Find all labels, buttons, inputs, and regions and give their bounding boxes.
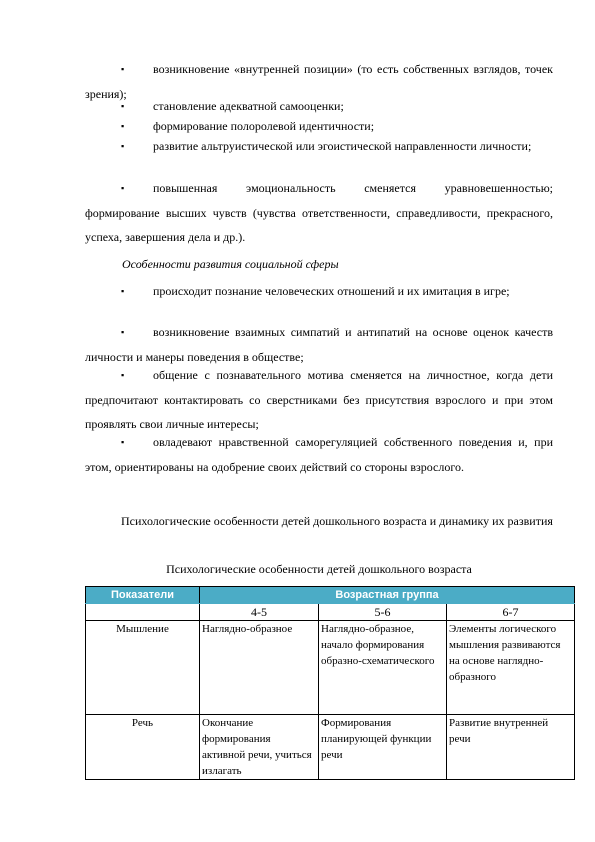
bullet-text: формирование полоролевой идентичности;	[153, 119, 375, 133]
bullet-marker: ▪	[121, 183, 125, 193]
age-5-6: 5-6	[319, 604, 447, 621]
bullet-item	[85, 279, 553, 304]
bullet-marker: ▪	[121, 141, 125, 151]
bullet-item	[85, 320, 553, 369]
table-cell: Окончание формирования активной речи, учиться излагать	[200, 715, 319, 780]
bullet-text: общение с познавательного мотива сменяется на личностное, когда дети предпочитают контактировать со сверстниками без присутствия взрослого и при этом проявлять свои личные интересы;	[85, 368, 553, 431]
bullet-marker: ▪	[121, 286, 125, 296]
bullet-marker: ▪	[121, 121, 125, 131]
table-row	[86, 715, 575, 780]
row-label: Мышление	[86, 621, 200, 715]
table-row	[86, 621, 575, 715]
bullet-text: возникновение взаимных симпатий и антипатий на основе оценок качеств личности и манеры поведения в обществе;	[85, 325, 553, 364]
bullet-marker: ▪	[121, 101, 125, 111]
table-header-row	[86, 587, 575, 604]
bullet-text: овладевают нравственной саморегуляцией собственного поведения и, при этом, ориентированы на одобрение своих действий со стороны взрослого.	[85, 435, 553, 474]
table-cell: Наглядно-образное	[200, 621, 319, 715]
table-cell: Формирования планирующей функции речи	[319, 715, 447, 780]
bullet-text: повышенная эмоциональность сменяется уравновешенностью; формирование высших чувств (чувства ответственности, справедливости, прекрасного, успеха, завершения дела и др.).	[85, 181, 553, 244]
header-indicators: Показатели	[86, 587, 200, 604]
bullet-marker: ▪	[121, 437, 125, 447]
bullet-text: развитие альтруистической или эгоистической направленности личности;	[153, 139, 532, 153]
bullet-item	[85, 430, 553, 479]
bullet-text: становление адекватной самооценки;	[153, 99, 344, 113]
table-cell	[86, 604, 200, 621]
age-4-5: 4-5	[200, 604, 319, 621]
section-heading: Особенности развития социальной сферы	[122, 257, 339, 271]
header-age-group: Возрастная группа	[200, 587, 575, 604]
age-6-7: 6-7	[447, 604, 575, 621]
bullet-item	[85, 363, 553, 437]
bullet-marker: ▪	[121, 327, 125, 337]
bullet-item	[85, 134, 553, 159]
row-label: Речь	[86, 715, 200, 780]
bullet-item	[85, 176, 553, 250]
table-cell: Развитие внутренней речи	[447, 715, 575, 780]
bullet-marker: ▪	[121, 370, 125, 380]
development-table	[85, 586, 575, 780]
bullet-text: возникновение «внутренней позиции» (то есть собственных взглядов, точек зрения);	[85, 62, 553, 101]
bullet-text: происходит познание человеческих отношений и их имитация в игре;	[153, 284, 510, 298]
table-age-row	[86, 604, 575, 621]
table-cell: Наглядно-образное, начало формирования образно-схематического	[319, 621, 447, 715]
table-cell: Элементы логического мышления развиваются на основе наглядно-образного	[447, 621, 575, 715]
bullet-marker: ▪	[121, 64, 125, 74]
intro-paragraph: Психологические особенности детей дошкольного возраста и динамику их развития	[121, 514, 553, 528]
table-caption: Психологические особенности детей дошкольного возраста	[166, 562, 472, 576]
